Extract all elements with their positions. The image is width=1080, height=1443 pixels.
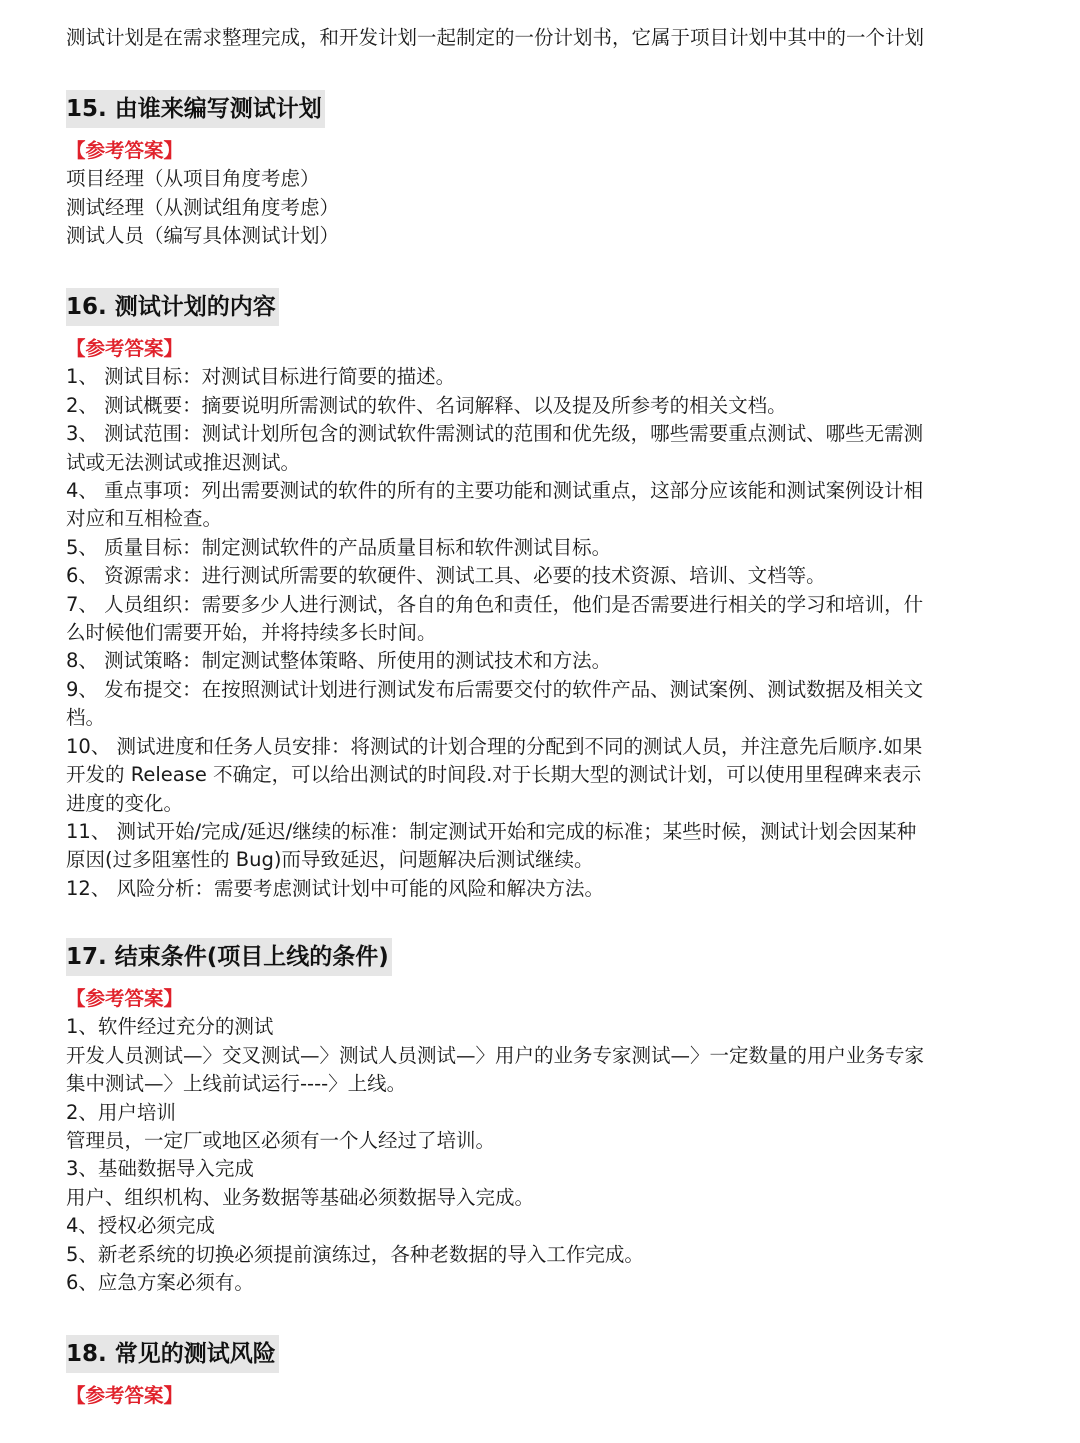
answer-line: 2、 测试概要：摘要说明所需测试的软件、名词解释、以及提及所参考的相关文档。: [66, 393, 787, 417]
answer-label: 【参考答案】: [66, 337, 184, 360]
section-16: [66, 288, 1026, 903]
answer-line: 进度的变化。: [66, 791, 184, 815]
answer-line: 开发的 Release 不确定，可以给出测试的时间段.对于长期大型的测试计划，可以使用里程碑来表示: [66, 763, 922, 787]
section-15: [66, 90, 1026, 251]
section-heading: 16. 测试计划的内容: [66, 288, 279, 326]
answer-line: 5、 质量目标：制定测试软件的产品质量目标和软件测试目标。: [66, 535, 612, 559]
answer-line: 么时候他们需要开始，并将持续多长时间。: [66, 621, 437, 645]
intro-paragraph: [66, 24, 1026, 52]
intro-text: 测试计划是在需求整理完成，和开发计划一起制定的一份计划书，它属于项目计划中其中的一个计划: [66, 26, 925, 49]
section-heading: 18. 常见的测试风险: [66, 1335, 279, 1373]
answer-line: 1、软件经过充分的测试: [66, 1015, 274, 1039]
answer-line: 对应和互相检查。: [66, 507, 223, 531]
answer-line: 4、授权必须完成: [66, 1214, 215, 1238]
answer-line: 10、 测试进度和任务人员安排：将测试的计划合理的分配到不同的测试人员，并注意先后顺序.如果: [66, 734, 923, 758]
answer-label: 【参考答案】: [66, 139, 184, 162]
section-18: [66, 1335, 1026, 1410]
answer-line: 1、 测试目标：对测试目标进行简要的描述。: [66, 365, 456, 389]
answer-label: 【参考答案】: [66, 987, 184, 1010]
answer-line: 开发人员测试—〉交叉测试—〉测试人员测试—〉用户的业务专家测试—〉一定数量的用户业务专家: [66, 1043, 925, 1067]
answer-line: 用户、组织机构、业务数据等基础必须数据导入完成。: [66, 1185, 535, 1209]
answer-line: 测试人员（编写具体测试计划）: [66, 224, 340, 248]
answer-line: 7、 人员组织：需要多少人进行测试，各自的角色和责任，他们是否需要进行相关的学习和培训，什: [66, 592, 924, 616]
section-heading: 17. 结束条件(项目上线的条件): [66, 938, 392, 976]
answer-line: 试或无法测试或推迟测试。: [66, 450, 301, 474]
answer-line: 6、 资源需求：进行测试所需要的软硬件、测试工具、必要的技术资源、培训、文档等。: [66, 564, 826, 588]
answer-label: 【参考答案】: [66, 1384, 184, 1407]
answer-line: 集中测试—〉上线前试运行----〉上线。: [66, 1072, 407, 1096]
answer-line: 6、应急方案必须有。: [66, 1271, 254, 1295]
answer-line: 管理员，一定厂或地区必须有一个人经过了培训。: [66, 1129, 496, 1153]
answer-line: 2、用户培训: [66, 1100, 176, 1124]
answer-line: 测试经理（从测试组角度考虑）: [66, 195, 340, 219]
answer-line: 档。: [66, 706, 106, 730]
answer-line: 11、 测试开始/完成/延迟/继续的标准：制定测试开始和完成的标准；某些时候，测试计划会因某种: [66, 819, 917, 843]
section-heading: 15. 由谁来编写测试计划: [66, 90, 325, 128]
answer-line: 8、 测试策略：制定测试整体策略、所使用的测试技术和方法。: [66, 649, 612, 673]
answer-line: 12、 风险分析：需要考虑测试计划中可能的风险和解决方法。: [66, 876, 605, 900]
answer-line: 3、 测试范围：测试计划所包含的测试软件需测试的范围和优先级，哪些需要重点测试、哪些无需测: [66, 422, 924, 446]
answer-line: 3、基础数据导入完成: [66, 1157, 254, 1181]
answer-line: 项目经理（从项目角度考虑）: [66, 167, 320, 191]
section-17: [66, 938, 1026, 1297]
answer-line: 5、新老系统的切换必须提前演练过，各种老数据的导入工作完成。: [66, 1242, 644, 1266]
answer-line: 4、 重点事项：列出需要测试的软件的所有的主要功能和测试重点，这部分应该能和测试案例设计相: [66, 479, 924, 503]
answer-line: 9、 发布提交：在按照测试计划进行测试发布后需要交付的软件产品、测试案例、测试数据及相关文: [66, 677, 924, 701]
answer-line: 原因(过多阻塞性的 Bug)而导致延迟，问题解决后测试继续。: [66, 848, 594, 872]
